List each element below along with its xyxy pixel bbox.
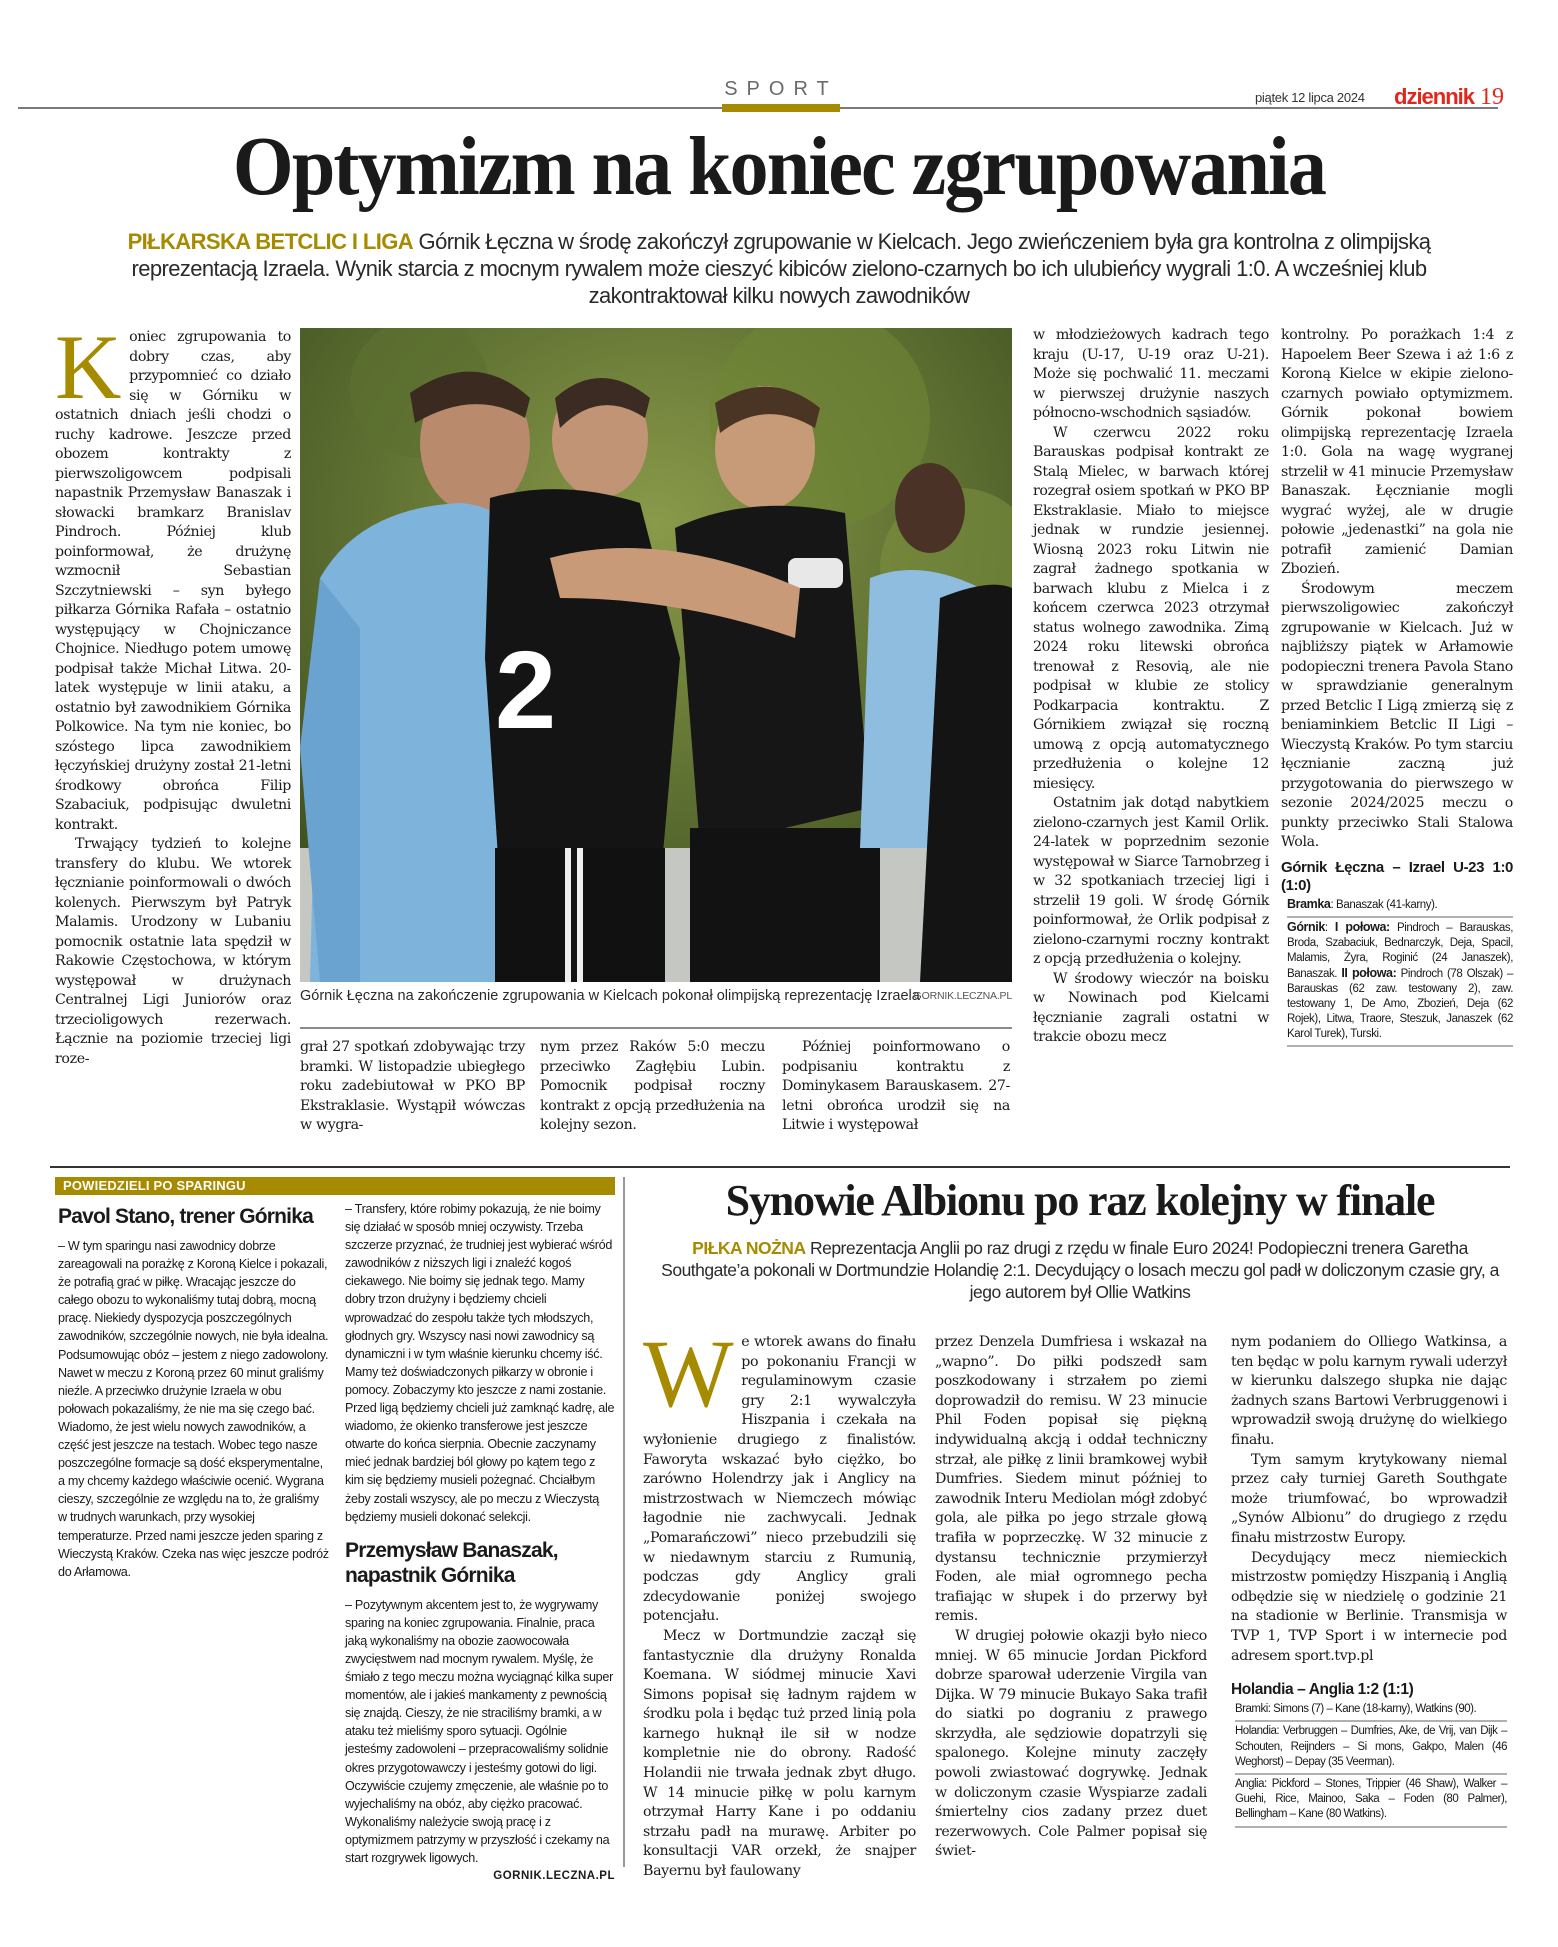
article-column-1 [55, 316, 291, 1069]
paragraph: W drugiej połowie okazji było nieco mniej. W 65 minucie Jordan Pickford dobrze sparował uderzenie Virgila van Dijka. W 79 minucie Bukayo Saka trafił do siatki po dograniu z prawego skrzydła, ale sędziowie dopatrzyli się spalonego. Kolejne minuty zaczęły powoli zwiastować dogrywkę. Jednak w doliczonym czasie Wyspiarze zadali śmiertelny cios zadany przez duet rezerwowych. Cole Palmer popisał się świet- [935, 1627, 1207, 1860]
section-label: SPORT [724, 78, 838, 100]
article-column-4 [782, 1038, 1010, 1136]
section-divider [50, 1166, 1510, 1168]
article-headline: Optymizm na koniec zgrupowania [232, 120, 1326, 213]
article2-column-3 [1231, 1333, 1507, 1828]
match-result-title: Holandia – Anglia 1:2 (1:1) [1231, 1681, 1414, 1699]
photo-credit: GORNIK.LECZNA.PL [913, 990, 1012, 1002]
column-divider [623, 1177, 625, 1867]
paragraph: w młodzieżowych kadrach tego kraju (U-17, U-19 oraz U-21). Może się pochwalić 11. meczami w pierwszej drużynie naszych północno-wschodnich sąsiadów. [1033, 327, 1269, 421]
article2-lede [660, 1237, 1500, 1303]
paragraph: Tym samym krytykowany niemal przez cały turniej Gareth Southgate może triumfować, bo wprowadził „Synów Albionu” do drugiego z rzędu finału mistrzostw Europy. [1231, 1451, 1507, 1546]
match-result-box [1287, 895, 1513, 1047]
goals-line: Bramki: Simons (7) – Kane (18-karny), Watkins (90). [1235, 1700, 1507, 1722]
quotes-source: GORNIK.LECZNA.PL [493, 1870, 615, 1883]
paragraph: nym przez Raków 5:0 meczu przeciwko Zagłębiu Lubin. Pomocnik podpisał roczny kontrakt z opcją przedłużenia na kolejny sezon. [540, 1039, 765, 1133]
quotes-section-bar: POWIEDZIELI PO SPARINGU [55, 1177, 615, 1195]
quotes-column-2 [345, 1200, 615, 1885]
half1-lineup: Pindroch – Barauskas, Broda, Szabaciuk, Bednarczyk, Deja, Spacil, Malamis, Żyra, Roginić (24 Janaszek), Banaszak. [1287, 921, 1513, 980]
dropcap: K [55, 316, 122, 418]
goals-text: : Banaszak (41-karny). [1330, 898, 1438, 911]
article-column-3 [540, 1038, 765, 1136]
paragraph: Środowym meczem pierwszoligowiec zakończył zgrupowanie w Kielcach. Już w najbliższy piątek w Arłamowie podopieczni trenera Pavola Stano w sprawdzianie generalnym przed Betclic I Ligą zmierzą się z beniaminkiem Betclic II Ligi – Wieczystą Kraków. Po tym starciu łęcznianie zaczną już przygotowania do pierwszego w sezonie 2024/2025 meczu o punkty przeciwko Stali Stalowa Wola. [1281, 580, 1513, 850]
article-column-2 [300, 1038, 525, 1136]
caption-rule [300, 1027, 1012, 1029]
match-result-box [1235, 1700, 1507, 1827]
article-lede [70, 228, 1488, 309]
paragraph: Ostatnim jak dotąd nabytkiem zielono-czarnych jest Kamil Orlik. 24-latek w poprzednim sezonie występował w Siarce Tarnobrzeg i w 32 spotkaniach trzeciej ligi i strzelił 19 goli. W środę Górnik poinformował, że Orlik podpisał z zielono-czarnymi roczny kontrakt z opcją przedłużenia o kolejny. [1033, 795, 1269, 967]
article2-column-2 [935, 1333, 1207, 1862]
lineup-line: Górnik: I połowa: Pindroch – Barauskas, Broda, Szabaciuk, Bednarczyk, Deja, Spacil, Malamis, Żyra, Roginić (24 Janaszek), Banaszak. II połowa: Pindroch (78 Olszak) – Barauskas (62 zaw. testowany 2), zaw. testowany 1, De Amo, Zbozień, Deja (62 Rojek), Litwa, Traore, Steszuk, Janaszek (62 Karol Turek), Turski. [1287, 918, 1513, 1047]
team-label: Górnik [1287, 919, 1325, 934]
paragraph: W środowy wieczór na boisku w Nowinach pod Kielcami łęcznianie zagrali ostatni w trakcie obozu mecz [1033, 970, 1269, 1045]
photo-caption [300, 987, 1012, 1005]
half2-label: II połowa: [1341, 965, 1397, 980]
quotes-column-1 [58, 1200, 330, 1581]
article2-kicker: PIŁKA NOŻNA [692, 1238, 806, 1258]
article-kicker: PIŁKARSKA BETCLIC I LIGA [127, 229, 414, 254]
quote-speaker-stano: Pavol Stano, trener Górnika [58, 1205, 313, 1228]
photo-players-celebrating-icon [300, 328, 1012, 982]
paragraph: kontrolny. Po porażkach 1:4 z Hapoelem Beer Szewa i aż 1:6 z Koroną Kielce w ekipie zielono-czarnych powiało optymizmem. Górnik pokonał bowiem olimpijską reprezentację Izraela 1:0. Gola na wagę wygranej strzelił w 41 minucie Przemysław Banaszak. Łęcznianie mogli wygrać wyżej, ale w drugie połowie „jedenastki” na gola nie potrafił zamienić Damian Zbozień. [1281, 327, 1513, 577]
goals-label: Bramka [1287, 896, 1331, 911]
article-column-6 [1281, 326, 1513, 1047]
paragraph: e wtorek awans do finału po pokonaniu Francji w regulaminowym czasie gry 2:1 wywalczyła Hiszpania i czekała na wyłonienie drugiego z finalistów. Faworyta wskazać było ciężko, bo zarówno Holendrzy jak i Anglicy na mistrzostwach w Niemczech mówiąc łagodnie nie zachwycali. Jednak „Pomarańczowi” nieco przebudzili się w niedawnym starciu z Rumunią, podczas gdy Anglicy grali zdecydowanie poniżej swojego potencjału. [643, 1334, 916, 1625]
netherlands-lineup: Holandia: Verbruggen – Dumfries, Ake, de Vrij, van Dijk – Schouten, Reijnders – Si mons, Gakpo, Malen (46 Weghorst) – Depay (35 Veerman). [1235, 1722, 1507, 1775]
quote-paragraph: – W tym sparingu nasi zawodnicy dobrze zareagowali na porażkę z Koroną Kielce i pokazali, że potrafią grać w piłkę. Wracając jeszcze do całego obozu to wykonaliśmy tutaj dobrą, mocną pracę. Niekiedy dyspozycja poszczególnych zawodników, szczególnie nowych, nie była idealna. Podsumowując obóz – jestem z niego zadowolony. Nawet w meczu z Koroną przez 60 minut graliśmy nieźle. A przeciwko drużynie Izraela w obu połowach pokazaliśmy, że nie ma się czego bać. Wiadomo, że jest wielu nowych zawodników, a część jest jeszcze na testach. Wobec tego nasze poszczególne formacje są dość eksperymentalne, a my chcemy każdego właściwie ocenić. Wygrana cieszy, szczególnie ze względu na to, że graliśmy w trudnych warunkach, przy wysokiej temperaturze. Przed nami jeszcze jeden sparing z Wieczystą Kraków. Czeka nas więc jeszcze podróż do Arłamowa. [58, 1239, 329, 1579]
paragraph: W czerwcu 2022 roku Barauskas podpisał kontrakt ze Stalą Mielec, w barwach której rozegrał osiem spotkań w PKO BP Ekstraklasie. Miało to miejsce jednak w rundzie jesiennej. Wiosną 2023 roku Litwin nie zagrał żadnego spotkania w barwach klubu z Mielca i z końcem czerwca 2023 otrzymał status wolnego zawodnika. Zimą 2024 roku litewski obrońca trenował z Resovią, ale nie podpisał w klubie ze stolicy Podkarpacia kontraktu. Z Górnikiem związał się roczną umową z opcją automatycznego przedłużenia o kolejne 12 miesięcy. [1033, 424, 1269, 792]
paragraph: przez Denzela Dumfriesa i wskazał na „wapno”. Do piłki podszedł sam poszkodowany i strzałem po ziemi doprowadził do remisu. W 23 minucie Phil Foden popisał się piękną indywidualną akcją i oddał techniczny strzał, ale piłkę z linii bramkowej wybił Dumfries. Siedem minut później to zawodnik Interu Mediolan mógł zdobyć gola, ale piłka po jego strzale głową trafiła w poprzeczkę. W 32 minucie z dystansu technicznie przymierzył Foden, ale miał ogromnego pecha trafiając w słupek i do przerwy był remis. [935, 1334, 1207, 1625]
caption-text: Górnik Łęczna na zakończenie zgrupowania w Kielcach pokonał olimpijską reprezentację Izraela [300, 988, 920, 1004]
section-accent-bar [722, 104, 840, 112]
england-lineup: Anglia: Pickford – Stones, Trippier (46 Shaw), Walker – Guehi, Rice, Mainoo, Saka – Foden (80 Palmer), Bellingham – Kane (80 Watkins). [1235, 1775, 1507, 1828]
paragraph: Później poinformowano o podpisaniu kontraktu z Dominykasem Barauskasem. 27-letni obrońca urodził się na Litwie i występował [782, 1039, 1010, 1133]
quote-paragraph: – Transfery, które robimy pokazują, że nie boimy się działać w sposób mniej oczywisty. Trzeba szczerze przyznać, że trudniej jest wybierać wśród zawodników z niższych ligi i znaleźć kogoś ciekawego. Nie boimy się jednak tego. Mamy dobry trzon drużyny i będziemy chcieli wprowadzać do zespołu także tych młodszych, głodnych gry. Wszyscy nasi nowi zawodnicy są dynamiczni i w tym właśnie kierunku chcemy iść. Mamy też doświadczonych piłkarzy w obronie i pomocy. Zobaczymy kto jeszcze z nami zostanie. Przed ligą będziemy chcieli już zamknąć kadrę, ale wiadomo, że okienko transferowe jest jeszcze otwarte do końca sierpnia. Obecnie zaczynamy mieć jednak bardziej ból głowy po kątem tego z kim się będziemy musieli pożegnać. Chciałbym żeby zostali wszyscy, ale po meczu z Wieczystą będziemy musieli dokonać selekcji. [345, 1202, 615, 1524]
svg-text:2: 2 [495, 629, 557, 752]
goals-line [1287, 895, 1513, 918]
paragraph: Decydujący mecz niemieckich mistrzostw pomiędzy Hiszpanią i Anglią odbędzie się w niedzielę o godzinie 21 na stadionie w Berlinie. Transmisja w TVP 1, TVP Sport i w internecie pod adresem sport.tvp.pl [1231, 1549, 1507, 1664]
quote-speaker-banaszak: Przemysław Banaszak, napastnik Górnika [345, 1538, 558, 1587]
article2-headline: Synowie Albionu po raz kolejny w finale [725, 1176, 1435, 1225]
paragraph: oniec zgrupowania to dobry czas, aby przypomnieć co działo się w Górniku w ostatnich dniach jeśli chodzi o ruchy kadrowe. Jeszcze przed obozem kontrakty z pierwszoligowcem podpisali napastnik Przemysław Banaszak i słowacki bramkarz Branislav Pindroch. Później klub poinformował, że drużynę wzmocnił Sebastian Szczytniewski – syn byłego piłkarza Górnika Rafała – ostatnio występujący w Chojniczance Chojnice. Niedługo potem umowę podpisał także Michał Litwa. 20-latek występuje w linii ataku, a ostatnio był zawodnikiem Górnika Polkowice. Na tym nie koniec, bo szóstego lipca zawodnikiem łęczyńskiej drużyny został 21-letni środkowy obrońca Filip Szabaciuk, podpisując dwuletni kontrakt. [55, 329, 291, 833]
paragraph: Mecz w Dortmundzie zaczął się fantastycznie dla drużyny Ronalda Koemana. W siódmej minucie Xavi Simons popisał się ładnym rajdem w środku pola i będąc tuż przed linią pola karnego huknął ile sił w nodze kompletnie nie do obrony. Radość Holandii nie trwała jednak zbyt długo. W 14 minucie piłkę w polu karnym otrzymał Harry Kane i po oddaniu strzału padł na murawę. Arbiter po konsultacji VAR orzekł, że snajper Bayernu był faulowany [643, 1627, 916, 1880]
article-column-5 [1033, 326, 1269, 1048]
paragraph: grał 27 spotkań zdobywając trzy bramki. W listopadzie ubiegłego roku zadebiutował w PKO BP Ekstraklasie. Wystąpił wówczas w wygra- [300, 1039, 525, 1133]
issue-date: piątek 12 lipca 2024 [1255, 90, 1365, 105]
paragraph: nym podaniem do Olliego Watkinsa, a ten będąc w polu karnym rywali uderzył w kierunku dalszego słupka nie dając żadnych szans Bartowi Verbruggenowi i wprowadził swoją drużynę do wielkiego finału. [1231, 1334, 1507, 1448]
dropcap: W [643, 1320, 734, 1427]
half1-label: I połowa: [1334, 919, 1390, 934]
paragraph: Trwający tydzień to kolejne transfery do klubu. We wtorek łęcznianie poinformowali o dwóch kolenych. Pierwszym był Patryk Malamis. Urodzony w Lubaniu pomocnik ostatnie lata spędził w Rakowie Częstochowa, w którym występował w drużynach Centralnej Ligi Juniorów oraz trzecioligowych rezerwach. Łącznie na poziomie trzeciej ligi roze- [55, 836, 291, 1067]
lede2-text: Reprezentacja Anglii po raz drugi z rzędu w finale Euro 2024! Podopieczni trenera Garetha Southgate’a pokonali w Dortmundzie Holandię 2:1. Decydujący o losach meczu gol padł w doliczonym czasie gry, a jego autorem był Ollie Watkins [661, 1238, 1499, 1302]
half2-lineup: Pindroch (78 Olszak) – Barauskas (62 zaw. testowany 2), zaw. testowany 1, De Amo, Zbozień, Deja (62 Rojek), Litwa, Traore, Steszuk, Janaszek (62 Karol Turek), Turski. [1287, 967, 1513, 1040]
match-result-title: Górnik Łęczna – Izrael U-23 1:0 (1:0) [1281, 858, 1513, 894]
article-photo [300, 328, 1012, 982]
article2-column-1 [643, 1320, 916, 1882]
lede-text: Górnik Łęczna w środę zakończył zgrupowanie w Kielcach. Jego zwieńczeniem była gra kontrolna z olimpijską reprezentacją Izraela. Wynik starcia z mocnym rywalem może cieszyć kibiców zielono-czarnych bo ich ulubieńcy wygrali 1:0. A wcześniej klub zakontraktował kilku nowych zawodników [131, 229, 1431, 308]
page-number: 19 [1480, 84, 1504, 110]
quote-paragraph: – Pozytywnym akcentem jest to, że wygrywamy sparing na koniec zgrupowania. Finalnie, praca jaką wykonaliśmy na obozie zaowocowała zwycięstwem nad mocnym rywalem. Myślę, że śmiało z tego meczu można wyciągnąć kilka super momentów, ale i jakieś mankamenty z pewnością się znajdą. Cieszy, że nie straciliśmy bramki, a w ataku też mieliśmy sporo sytuacji. Ogólnie jesteśmy zadowoleni – przepracowaliśmy solidnie okres przygotowawczy i jesteśmy gotowi do ligi. Oczywiście czujemy zmęczenie, ale właśnie po to wyjechaliśmy na obóz, aby ciężko pracować. Wykonaliśmy należycie swoją pracę i z optymizmem patrzymy w przyszłość i czekamy na start rozgrywek ligowych. [345, 1597, 613, 1865]
newspaper-logo: dziennik [1394, 84, 1475, 109]
